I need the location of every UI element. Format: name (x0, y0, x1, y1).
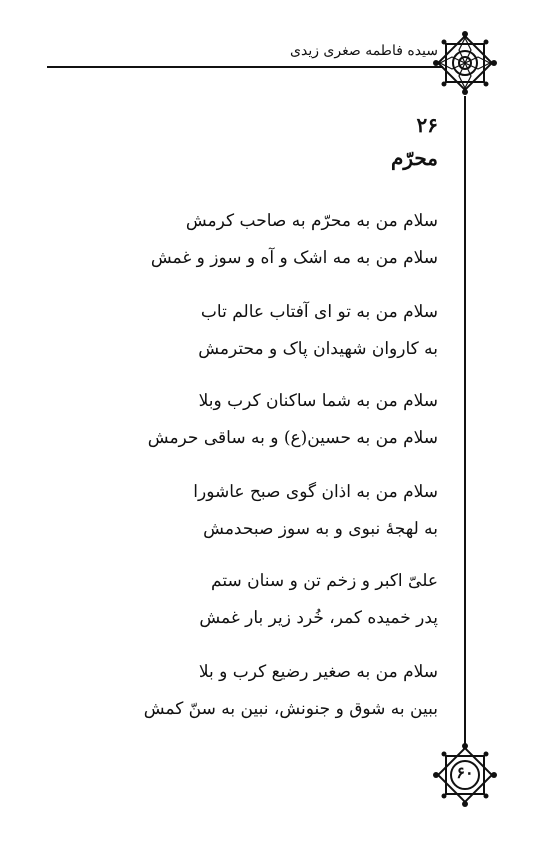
header-author-name: سیده فاطمه صغری زیدی (290, 43, 438, 59)
verse-line: سلام من به تو ای آفتاب عالم تاب (200, 302, 438, 322)
verse-line: پدر خمیده کمر، خُرد زیر بار غمش (199, 608, 438, 628)
poem-title: محرّم (390, 146, 438, 170)
header-rule (47, 66, 443, 68)
stanza (198, 294, 438, 368)
poem-number: ۲۶ (416, 113, 438, 137)
stanza (151, 203, 438, 277)
verse-line: به کاروان شهیدان پاک و محترمش (198, 339, 438, 359)
side-rule (464, 96, 466, 746)
verse-line: سلام من به صغیر رضیع کرب و بلا (198, 662, 438, 682)
verse-line: سلام من به حسین(ع) و به ساقی حرمش (147, 428, 438, 448)
verse-line: سلام من به شما ساکنان کرب وبلا (198, 391, 438, 411)
stanza (148, 383, 438, 457)
verse-line: علیّ اکبر و زخم تن و سنان ستم (211, 571, 438, 591)
verse-line: به لهجهٔ نبوی و به سوز صبحدمش (203, 519, 438, 539)
stanza (199, 563, 438, 637)
arabesque-star-ornament-icon (430, 28, 500, 98)
verse-line: سلام من به مه اشک و آه و سوز و غمش (150, 248, 438, 268)
page-number: ۶۰ (456, 763, 474, 782)
verse-line: سلام من به اذان گوی صبح عاشورا (193, 482, 438, 502)
stanza (193, 474, 438, 548)
stanza (144, 654, 438, 728)
verse-line: سلام من به محرّم به صاحب کرمش (185, 211, 438, 231)
verse-line: ببین به شوق و جنونش، نبین به سنّ کمش (143, 699, 438, 719)
